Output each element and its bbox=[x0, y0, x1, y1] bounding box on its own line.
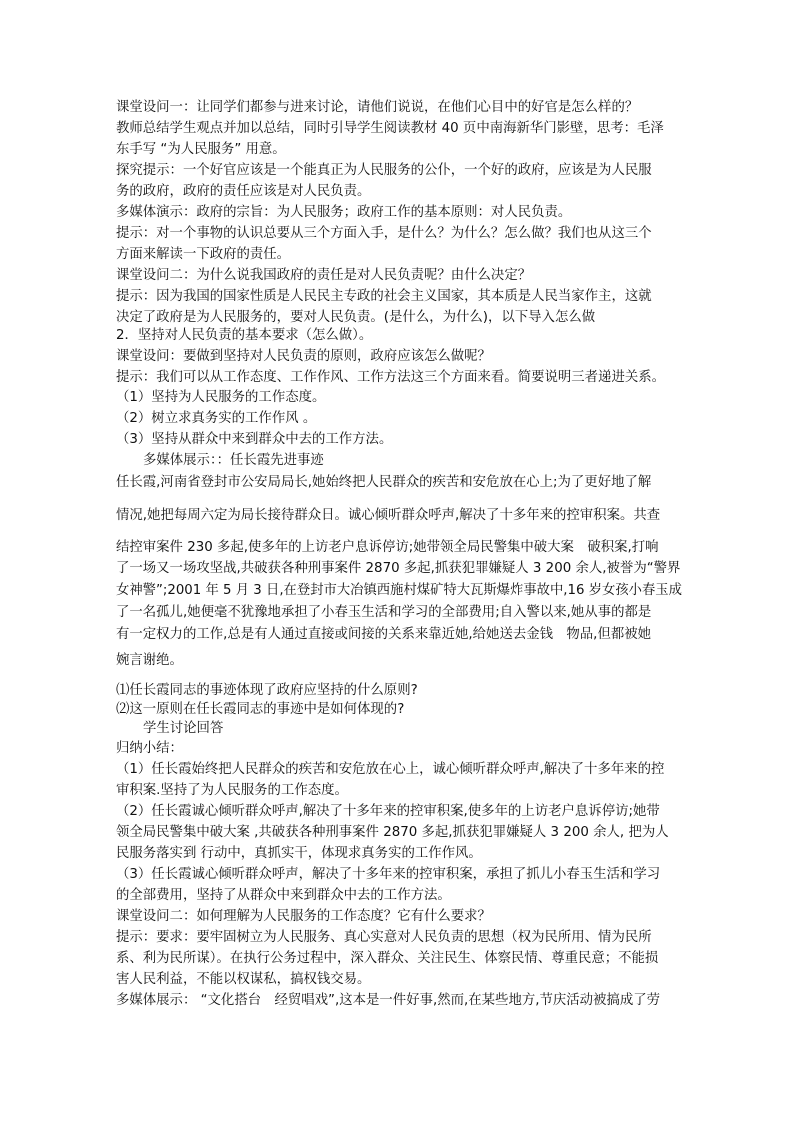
text-line: 婉言谢绝。 bbox=[116, 653, 183, 668]
text-line: 领全局民警集中破大案 ,共破获各种刑事案件 2870 多起,抓获犯罪嫌疑人 3 200 余人, 把为人 bbox=[116, 825, 669, 840]
text-line: （3）任长霞诚心倾听群众呼声，解决了十多年来的控审积案，承担了抓儿小春玉生活和学习 bbox=[116, 867, 661, 882]
text-line: （1）坚持为人民服务的工作态度。 bbox=[116, 390, 326, 405]
text-line: 女神警”;2001 年 5 月 3 日,在登封市大冶镇西施村煤矿特大瓦斯爆炸事故中,16 岁女孩小春玉成 bbox=[116, 583, 682, 598]
text-line: 情况,她把每周六定为局长接待群众日。诚心倾听群众呼声,解决了十多年来的控审积案。共查 bbox=[116, 508, 661, 523]
text-line: 有一定权力的工作,总是有人通过直接或间接的关系来靠近她,给她送去金钱 物品,但都被她 bbox=[116, 627, 652, 642]
text-line: 2．坚持对人民负责的基本要求（怎么做）。 bbox=[116, 328, 373, 343]
text-line: 民服务落实到 行动中，真抓实干，体现求真务实的工作作风。 bbox=[116, 846, 482, 861]
text-line: ⑵这一原则在任长霞同志的事迹中是如何体现的? bbox=[116, 702, 405, 717]
text-line: ⑴任长霞同志的事迹体现了政府应坚持的什么原则? bbox=[116, 683, 418, 698]
text-line: 结控审案件 230 多起,使多年的上访老户息诉停访;她带领全局民警集中破大案 破积案,打响 bbox=[116, 540, 659, 555]
text-line: 务的政府，政府的责任应该是对人民负责。 bbox=[116, 184, 371, 199]
text-line: 归纳小结： bbox=[116, 741, 183, 756]
text-line: 任长霞,河南省登封市公安局局长,她始终把人民群众的疾苦和安危放在心上;为了更好地了解 bbox=[116, 475, 652, 490]
text-line: （2）树立求真务实的工作作风 。 bbox=[116, 411, 317, 426]
text-line: 多媒体展示：：任长霞先进事迹 bbox=[143, 453, 324, 468]
text-line: 提示：我们可以从工作态度、工作作风、工作方法这三个方面来看。简要说明三者递进关系。 bbox=[116, 370, 666, 385]
text-line: 课堂设问：要做到坚持对人民负责的原则，政府应该怎么做呢？ bbox=[116, 349, 491, 364]
text-line: 系、利为民所谋）。在执行公务过程中，深入群众、关注民生、体察民情、尊重民意；不能损 bbox=[116, 951, 659, 966]
text-line: 教师总结学生观点并加以总结，同时引导学生阅读教材 40 页中南海新华门影壁，思考：毛泽 bbox=[116, 121, 664, 136]
text-line: 探究提示：一个好官应该是一个能真正为人民服务的公仆，一个好的政府，应该是为人民服 bbox=[116, 163, 652, 178]
text-line: 害人民利益，不能以权谋私，搞权钱交易。 bbox=[116, 972, 371, 987]
text-line: 学生讨论回答 bbox=[143, 721, 224, 736]
text-line: 多媒体演示：政府的宗旨：为人民服务；政府工作的基本原则：对人民负责。 bbox=[116, 205, 572, 220]
text-line: 提示：要求：要牢固树立为人民服务、真心实意对人民负责的思想（权为民所用、情为民所 bbox=[116, 930, 652, 945]
text-line: 提示：对一个事物的认识总要从三个方面入手，是什么？为什么？怎么做？我们也从这三个 bbox=[116, 226, 652, 241]
text-line: 课堂设问二：如何理解为人民服务的工作态度？它有什么要求？ bbox=[116, 909, 491, 924]
text-line: 决定了政府是为人民服务的，要对人民负责。(是什么，为什么)，以下导入怎么做 bbox=[116, 310, 596, 325]
text-line: （1）任长霞始终把人民群众的疾苦和安危放在心上，诚心倾听群众呼声,解决了十多年来的控 bbox=[116, 762, 665, 777]
text-line: （2）任长霞诚心倾听群众呼声,解决了十多年来的控审积案,使多年的上访老户息诉停访;她带 bbox=[116, 804, 660, 819]
text-line: 多媒体展示： “文化搭台 经贸唱戏”,这本是一件好事,然而,在某些地方,节庆活动被搞成了劳 bbox=[116, 993, 660, 1008]
text-line: （3）坚持从群众中来到群众中去的工作方法。 bbox=[116, 432, 393, 447]
text-line: 的全部费用，坚持了从群众中来到群众中去的工作方法。 bbox=[116, 888, 451, 903]
text-line: 课堂设问一：让同学们都参与进来讨论，请他们说说，在他们心目中的好官是怎么样的？ bbox=[116, 100, 639, 115]
text-line: 课堂设问二：为什么说我国政府的责任是对人民负责呢？由什么决定？ bbox=[116, 268, 532, 283]
text-line: 审积案.坚持了为人民服务的工作态度。 bbox=[116, 783, 348, 798]
text-line: 东手写 “为人民服务” 用意。 bbox=[116, 142, 286, 157]
text-line: 了一场又一场攻坚战,共破获各种刑事案件 2870 多起,抓获犯罪嫌疑人 3 200 余人,被誉为“警界 bbox=[116, 561, 681, 576]
text-line: 了一名孤儿,她便毫不犹豫地承担了小春玉生活和学习的全部费用;自入警以来,她从事的都是 bbox=[116, 605, 652, 620]
text-line: 提示：因为我国的国家性质是人民民主专政的社会主义国家，其本质是人民当家作主，这就 bbox=[116, 289, 652, 304]
text-line: 方面来解读一下政府的责任。 bbox=[116, 247, 291, 262]
